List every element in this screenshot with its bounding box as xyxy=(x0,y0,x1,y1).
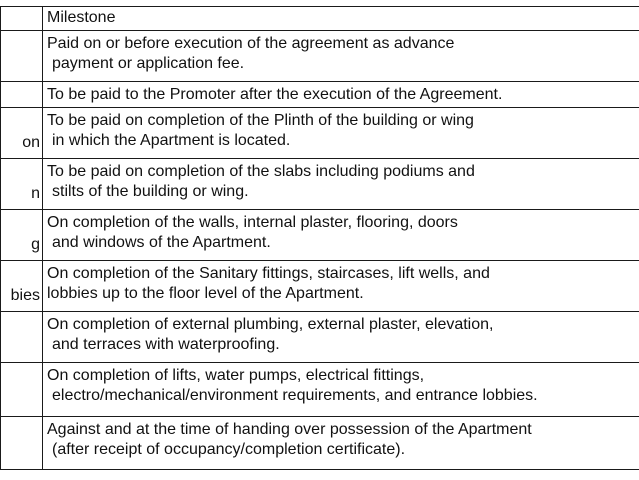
milestone-line-1: On completion of the walls, internal plaster, flooring, doors xyxy=(47,214,458,231)
milestone-header-label: Milestone xyxy=(47,9,116,26)
milestone-cell xyxy=(43,210,639,261)
milestone-cell xyxy=(43,159,639,210)
milestone-line-2: payment or application fee. xyxy=(52,55,245,72)
table-row xyxy=(1,261,639,312)
milestone-text xyxy=(43,363,639,406)
milestone-line-1: To be paid on completion of the slabs including podiums and xyxy=(47,163,475,180)
left-cell xyxy=(1,261,43,312)
left-cell xyxy=(1,159,43,210)
milestone-line-2: in which the Apartment is located. xyxy=(52,132,291,149)
left-cell-text: bies xyxy=(10,287,40,304)
table-row xyxy=(1,82,639,108)
milestone-line-2: electro/mechanical/environment requirements, and entrance lobbies. xyxy=(52,387,538,404)
milestone-text xyxy=(43,31,639,74)
left-cell-text: on xyxy=(22,134,40,151)
milestone-line-2: (after receipt of occupancy/completion certificate). xyxy=(52,441,406,458)
milestone-cell xyxy=(43,363,639,417)
table-row xyxy=(1,159,639,210)
table-row xyxy=(1,108,639,159)
milestone-line-1: Against and at the time of handing over possession of the Apartment xyxy=(47,421,532,438)
milestone-table xyxy=(0,6,639,470)
milestone-cell xyxy=(43,31,639,82)
left-cell xyxy=(1,210,43,261)
left-header-cell xyxy=(1,7,43,31)
milestone-text xyxy=(43,108,639,151)
milestone-text xyxy=(43,82,639,105)
table-row xyxy=(1,363,639,417)
milestone-cell xyxy=(43,108,639,159)
left-cell xyxy=(1,31,43,82)
milestone-text xyxy=(43,261,639,304)
table-header-row xyxy=(1,7,639,31)
table-row xyxy=(1,417,639,470)
milestone-cell xyxy=(43,312,639,363)
milestone-cell xyxy=(43,82,639,108)
milestone-line-1: To be paid on completion of the Plinth of the building or wing xyxy=(47,112,474,129)
milestone-line-1: On completion of the Sanitary fittings, staircases, lift wells, and xyxy=(47,265,490,282)
milestone-cell xyxy=(43,261,639,312)
milestone-line-2: stilts of the building or wing. xyxy=(52,183,249,200)
table-row xyxy=(1,31,639,82)
milestone-line-2: and terraces with waterproofing. xyxy=(52,336,280,353)
milestone-line-1: On completion of lifts, water pumps, electrical fittings, xyxy=(47,367,425,384)
milestone-line-2: lobbies up to the floor level of the Apartment. xyxy=(47,285,364,302)
left-cell xyxy=(1,417,43,470)
milestone-line-1: On completion of external plumbing, external plaster, elevation, xyxy=(47,316,494,333)
milestone-text xyxy=(43,159,639,202)
table-row xyxy=(1,312,639,363)
milestone-line-1: To be paid to the Promoter after the execution of the Agreement. xyxy=(47,86,503,103)
left-cell xyxy=(1,312,43,363)
milestone-cell xyxy=(43,417,639,470)
milestone-text xyxy=(43,210,639,253)
milestone-header-cell xyxy=(43,7,639,31)
milestone-line-1: Paid on or before execution of the agreement as advance xyxy=(47,35,455,52)
left-cell-text: g xyxy=(31,236,40,253)
milestone-line-2: and windows of the Apartment. xyxy=(52,234,271,251)
table-row xyxy=(1,210,639,261)
left-cell xyxy=(1,363,43,417)
milestone-text xyxy=(43,312,639,355)
left-cell-text: n xyxy=(31,185,40,202)
left-cell xyxy=(1,108,43,159)
left-cell xyxy=(1,82,43,108)
milestone-text xyxy=(43,417,639,460)
